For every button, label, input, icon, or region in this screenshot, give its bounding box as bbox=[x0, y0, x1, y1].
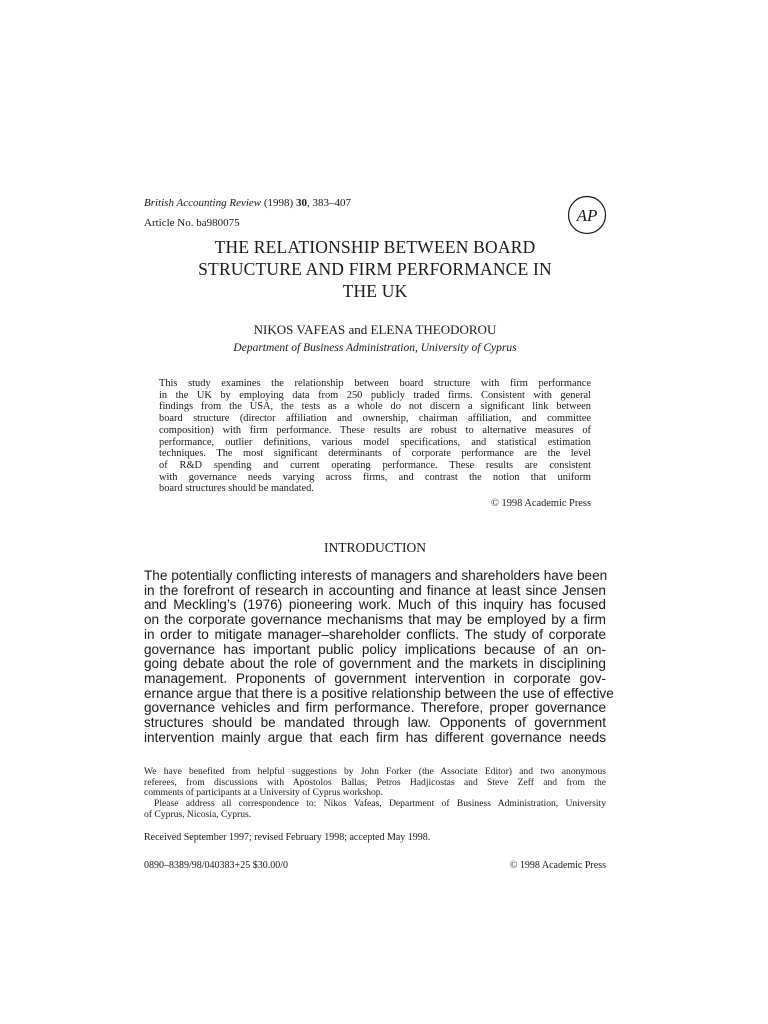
abstract-line: performance, outlier definitions, various model specifications, and statistical estimation bbox=[159, 436, 591, 448]
body-line: on the corporate governance mechanisms that may be employed by a firm bbox=[144, 612, 606, 628]
article-number: Article No. ba980075 bbox=[144, 217, 240, 229]
body-line: governance vehicles and firm performance. Therefore, proper governance bbox=[144, 700, 606, 716]
body-line: governance has important public policy implications because of an on- bbox=[144, 641, 606, 657]
body-line: management. Proponents of government intervention in corporate gov- bbox=[144, 670, 606, 686]
title-line: THE RELATIONSHIP BETWEEN BOARD bbox=[214, 237, 536, 257]
journal-pages: , 383–407 bbox=[306, 197, 351, 209]
abstract-line: findings from the USA, the tests as a whole do not discern a significant link between bbox=[159, 401, 591, 413]
footnotes bbox=[144, 767, 606, 821]
abstract bbox=[159, 378, 591, 495]
issn-code: 0890–8389/98/040383+25 $30.00/0 bbox=[144, 860, 288, 871]
journal-volume: 30 bbox=[295, 197, 307, 209]
body-line: structures should be mandated through law. Opponents of government bbox=[144, 715, 606, 731]
footnote-line: of Cyprus, Nicosia, Cyprus. bbox=[144, 808, 252, 820]
body-line: The potentially conflicting interests of managers and shareholders have been bbox=[144, 568, 608, 583]
abstract-line: board structure (director affiliation and ownership, chairman affiliation, and committee bbox=[159, 413, 591, 425]
abstract-line: This study examines the relationship between board structure with firm performance bbox=[159, 378, 591, 389]
journal-citation bbox=[144, 197, 351, 210]
body-line: ernance argue that there is a positive relationship between the use of effective bbox=[144, 685, 614, 701]
abstract-line: composition) with firm performance. These results are robust to alternative measures of bbox=[159, 424, 591, 436]
body-line: going debate about the role of government and the markets in disciplining bbox=[144, 656, 606, 672]
academic-press-logo bbox=[567, 195, 607, 235]
abstract-line: with governance needs varying across firms, and contrast the notion that uniform bbox=[159, 471, 591, 483]
affiliation: Department of Business Administration, University of Cyprus bbox=[233, 342, 517, 354]
body-line: intervention mainly argue that each firm has different governance needs bbox=[144, 729, 606, 745]
paper-title bbox=[144, 236, 606, 302]
journal-year: (1998) bbox=[263, 197, 294, 209]
abstract-line: techniques. The most significant determinants of corporate performance are the level bbox=[159, 448, 591, 460]
body-line: in order to mitigate manager–shareholder conflicts. The study of corporate bbox=[144, 626, 606, 642]
body-line: in the forefront of research in accounting and finance at least since Jensen bbox=[144, 582, 606, 598]
logo-letters: AP bbox=[576, 206, 598, 225]
title-line: THE UK bbox=[342, 281, 408, 301]
footnote-line: We have benefited from helpful suggestions by John Forker (the Associate Editor) and two anonymous bbox=[144, 766, 606, 777]
body-line: and Meckling’s (1976) pioneering work. Much of this inquiry has focused bbox=[144, 597, 606, 613]
authors: NIKOS VAFEAS and ELENA THEODOROU bbox=[253, 322, 497, 337]
abstract-line: in the UK by employing data from 250 publicly traded firms. Consistent with general bbox=[159, 389, 591, 401]
introduction-body bbox=[144, 568, 614, 745]
footnote-line: Please address all correspondence to: Nikos Vafeas, Department of Business Administration, University bbox=[154, 798, 606, 810]
title-line: STRUCTURE AND FIRM PERFORMANCE IN bbox=[198, 259, 552, 279]
journal-name: British Accounting Review bbox=[144, 197, 262, 209]
footnote-line: comments of participants at a University of Cyprus workshop. bbox=[144, 787, 384, 799]
section-heading: INTRODUCTION bbox=[324, 540, 426, 555]
abstract-line: board structures should be mandated. bbox=[159, 483, 314, 495]
received-dates: Received September 1997; revised February 1998; accepted May 1998. bbox=[144, 832, 431, 843]
abstract-line: of R&D spending and current operating performance. These results are consistent bbox=[159, 459, 591, 471]
footer-copyright: © 1998 Academic Press bbox=[509, 860, 606, 871]
abstract-copyright: © 1998 Academic Press bbox=[491, 498, 591, 509]
footnote-line: referees, from discussions with Apostolos Ballas, Petros Hadjicostas and Steve Zeff and from the bbox=[144, 776, 606, 788]
